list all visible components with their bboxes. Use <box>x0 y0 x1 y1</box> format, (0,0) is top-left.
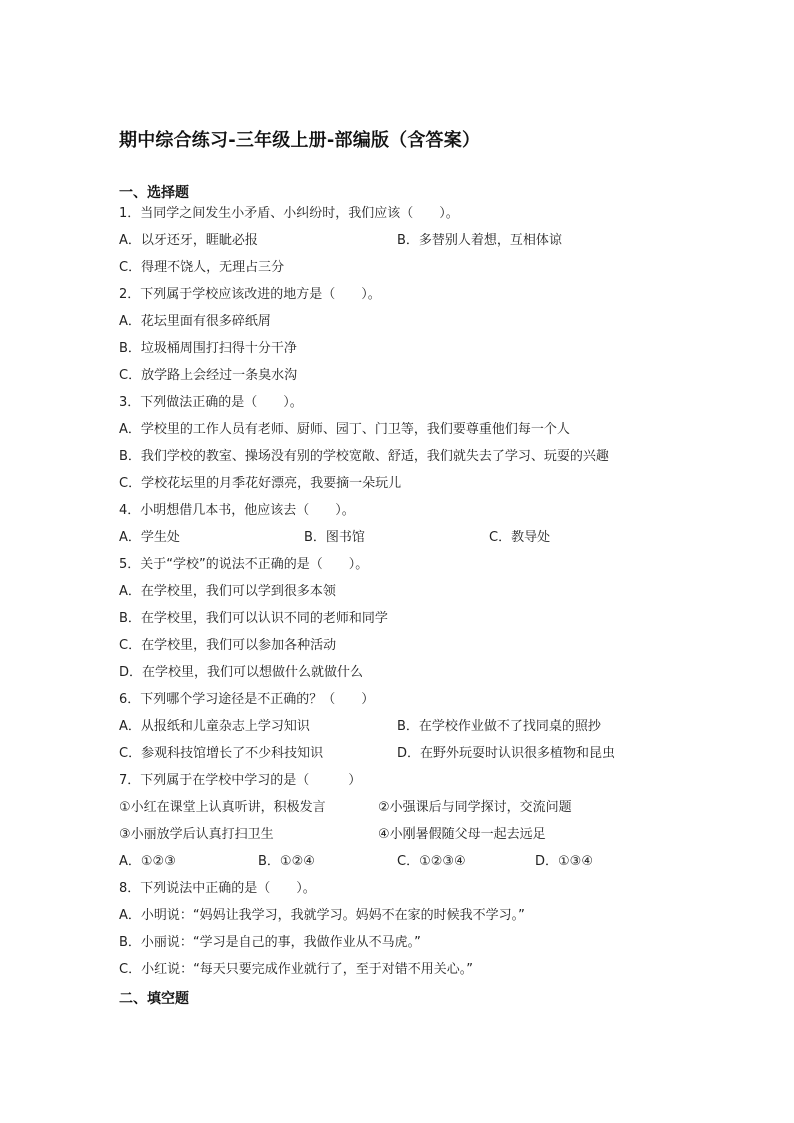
question-7-option-c: C．①②③④ <box>397 854 466 869</box>
question-5-stem: 5．关于“学校”的说法不正确的是（ ）。 <box>119 557 369 572</box>
question-8-option-c: C．小红说：“每天只要完成作业就行了，至于对错不用关心。” <box>119 962 474 977</box>
question-2-stem: 2．下列属于学校应该改进的地方是（ ）。 <box>119 287 381 302</box>
question-1-option-a: A．以牙还牙，睚眦必报 <box>119 233 258 248</box>
question-5-option-d: D．在学校里，我们可以想做什么就做什么 <box>119 665 364 680</box>
question-6-option-a: A．从报纸和儿童杂志上学习知识 <box>119 719 310 734</box>
question-4-option-b: B．图书馆 <box>304 530 365 545</box>
question-3-option-b: B．我们学校的教室、操场没有别的学校宽敞、舒适，我们就失去了学习、玩耍的兴趣 <box>119 449 609 464</box>
question-8-option-b: B．小丽说：“学习是自己的事，我做作业从不马虎。” <box>119 935 421 950</box>
document-title: 期中综合练习-三年级上册-部编版（含答案） <box>119 130 481 151</box>
question-3-stem: 3．下列做法正确的是（ ）。 <box>119 395 303 410</box>
question-8-option-a: A．小明说：“妈妈让我学习，我就学习。妈妈不在家的时候我不学习。” <box>119 908 525 923</box>
question-1-stem: 1．当同学之间发生小矛盾、小纠纷时，我们应该（ ）。 <box>119 206 459 221</box>
question-7-statement-2: ②小强课后与同学探讨，交流问题 <box>378 800 572 815</box>
question-6-option-c: C．参观科技馆增长了不少科技知识 <box>119 746 324 761</box>
question-3-option-c: C．学校花坛里的月季花好漂亮，我要摘一朵玩儿 <box>119 476 402 491</box>
question-2-option-b: B．垃圾桶周围打扫得十分干净 <box>119 341 297 356</box>
question-7-statement-1: ①小红在课堂上认真听讲，积极发言 <box>119 800 326 815</box>
question-2-option-a: A．花坛里面有很多碎纸屑 <box>119 314 271 329</box>
question-7-stem: 7．下列属于在学校中学习的是（ ） <box>119 773 362 788</box>
question-1-option-c: C．得理不饶人，无理占三分 <box>119 260 285 275</box>
question-6-stem: 6．下列哪个学习途径是不正确的？（ ） <box>119 692 375 707</box>
question-1-option-b: B．多替别人着想，互相体谅 <box>397 233 562 248</box>
question-6-option-b: B．在学校作业做不了找同桌的照抄 <box>397 719 601 734</box>
question-3-option-a: A．学校里的工作人员有老师、厨师、园丁、门卫等，我们要尊重他们每一个人 <box>119 422 570 437</box>
question-2-option-c: C．放学路上会经过一条臭水沟 <box>119 368 298 383</box>
question-7-statement-3: ③小丽放学后认真打扫卫生 <box>119 827 274 842</box>
question-4-stem: 4．小明想借几本书，他应该去（ ）。 <box>119 503 355 518</box>
question-8-stem: 8．下列说法中正确的是（ ）。 <box>119 881 316 896</box>
section-heading-fill-blank: 二、填空题 <box>119 991 189 1007</box>
question-7-option-a: A．①②③ <box>119 854 176 869</box>
question-5-option-a: A．在学校里，我们可以学到很多本领 <box>119 584 336 599</box>
question-5-option-c: C．在学校里，我们可以参加各种活动 <box>119 638 337 653</box>
question-7-statement-4: ④小刚暑假随父母一起去远足 <box>378 827 546 842</box>
question-7-option-d: D．①③④ <box>535 854 593 869</box>
question-4-option-c: C．教导处 <box>489 530 551 545</box>
question-4-option-a: A．学生处 <box>119 530 180 545</box>
question-7-option-b: B．①②④ <box>258 854 315 869</box>
question-5-option-b: B．在学校里，我们可以认识不同的老师和同学 <box>119 611 388 626</box>
question-6-option-d: D．在野外玩耍时认识很多植物和昆虫 <box>397 746 616 761</box>
section-heading-choice: 一、选择题 <box>119 185 189 201</box>
